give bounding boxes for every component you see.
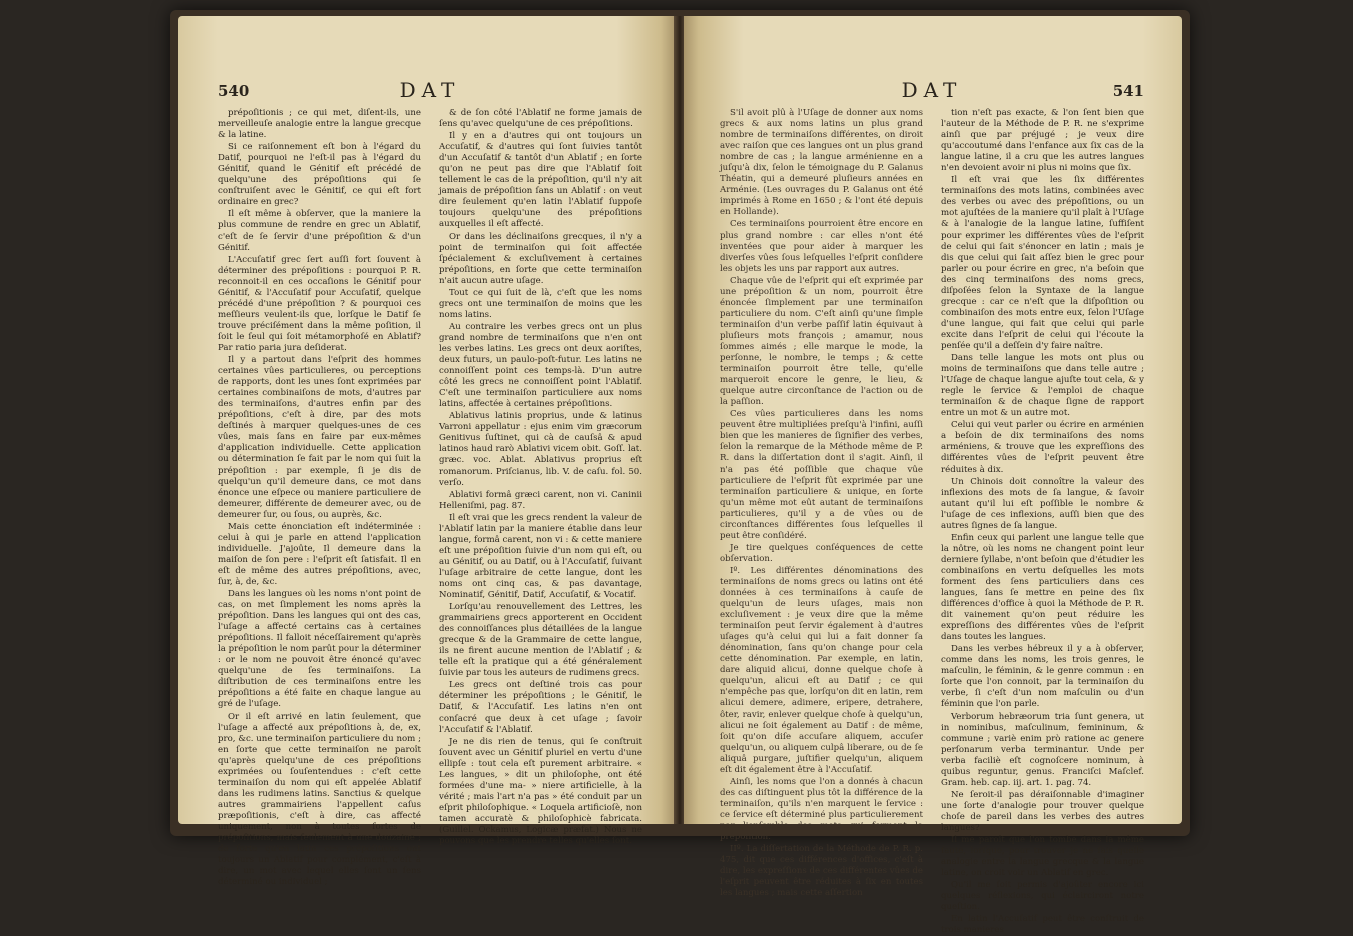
paragraph: Il y a partout dans l'eſprit des hommes certaines vûes particulieres, ou perceptions de rapports, dont les unes ſont exprimées par certaines combinaiſons de mots, d'autres par des terminaiſons, d'autres enfin par des prépoſitions, c'eſt à dire, par des mots deſtinés à marquer quelques-unes de ces vûes, mais ſans en faire par eux-mêmes d'application individuelle. Cette application ou détermination ſe fait par le nom qui ſuit la prépoſition : par exemple, ſi je dis de quelqu'un qu'il demeure dans, ce mot dans énonce une eſpece ou maniere particuliere de demeurer, différente de demeurer avec, ou de demeurer ſur, ou ſous, ou auprès, &c. xyxy=(218,355,421,520)
paragraph: Mais cette énonciation eſt indéterminée : celui à qui je parle en attend l'application individuelle. J'ajoûte, Il demeure dans la maiſon de ſon pere : l'eſprit eſt ſatisfait. Il en eſt de même des autres prépoſitions, avec, ſur, à, de, &c. xyxy=(218,521,421,587)
paragraph: Ces vûes particulieres dans les noms peuvent être multipliées preſqu'à l'infini, auſſi bien que les manieres de ſignifier des verbes, ſelon la remarque de la Méthode même de P. R. dans la diſſertation dont il s'agit. Ainſi, il n'a pas été poſſible que chaque vûe particuliere de l'eſprit fût exprimée par une terminaiſon particuliere & unique, en ſorte qu'un même mot eût autant de terminaiſons particulieres, qu'il y a de vûes ou de circonſtances différentes ſous leſquelles il peut être conſidéré. xyxy=(720,409,923,541)
right-page-text xyxy=(720,108,1144,936)
paragraph: Lorſqu'au renouvellement des Lettres, les grammairiens grecs apporterent en Occident des connoiſſances plus détaillées de la langue grecque & de la Grammaire de cette langue, ils ne firent aucune mention de l'Ablatif ; & telle eſt la pratique qui a été généralement ſuivie par tous les auteurs de rudimens grecs. xyxy=(439,602,642,679)
paragraph: tion n'eſt pas exacte, & l'on ſent bien que l'auteur de la Méthode de P. R. ne s'exprime ainſi que par préjugé ; je veux dire qu'accoutumé dans l'enfance aux ſix cas de la langue latine, il a cru que les autres langues n'en devoient avoir ni plus ni moins que ſix. xyxy=(941,108,1144,174)
paragraph: Ne ſeroit-il pas déraiſonnable d'imaginer une ſorte d'analogie pour trouver quelque choſe de pareil dans les verbes des autres langues? xyxy=(941,789,1144,833)
paragraph: Verborum hebræorum tria ſunt genera, ut in nominibus, maſculinum, femininum, & commune ; variè enim prò ratione ac genere perſonarum verba terminantur. Unde per verba faciliè eſt cognoſcere nominum, à quibus reguntur, genus. Franciſci Maſclef. Gram. heb. cap. iij. art. 1. pag. 74. xyxy=(941,711,1144,788)
running-head: DAT xyxy=(901,78,963,102)
right-page-header xyxy=(720,78,1144,108)
paragraph: En latin l'Accuſatif peut être conſtruit de trois manieres xyxy=(941,914,1144,936)
paragraph: Ainſi, les noms que l'on a donnés à chacun des cas diſtinguent plus tôt la différence de la terminaiſon, qu'ils n'en marquent le ſervice : ce ſervice eſt déterminé plus particulierement par l'enſemble des mots qui forment la prépoſition. xyxy=(720,776,923,843)
text-column-right xyxy=(439,108,642,847)
paragraph: S'il avoit plû à l'Uſage de donner aux noms grecs & aux noms latins un plus grand nombre de terminaiſons différentes, on diroit avec raiſon que ces langues ont un plus grand nombre de cas ; la langue arménienne en a juſqu'à dix, ſelon le témoignage du P. Galanus Théatin, qui a demeuré pluſieurs années en Arménie. (Les ouvrages du P. Galanus ont été imprimés à Rome en 1650 ; & l'ont été depuis en Hollande). xyxy=(720,108,923,218)
paragraph: Un Chinois doit connoître la valeur des inflexions des mots de ſa langue, & ſavoir autant qu'il lui eſt poſſible le nombre & l'uſage de ces inflexions, auſſi bien que des autres ſignes de ſa langue. xyxy=(941,476,1144,531)
page-number: 540 xyxy=(218,82,250,100)
paragraph: Qu'il me ſoit permis d'ajoûter encore ici quelques réflexions, qui éclairciront notre queſtion. xyxy=(941,880,1144,913)
paragraph: Tout ce qui ſuit de là, c'eſt que les noms grecs ont une terminaiſon de moins que les noms latins. xyxy=(439,287,642,320)
right-page xyxy=(684,16,1182,936)
text-column-left xyxy=(720,108,923,899)
paragraph: Ces terminaiſons pourroient être encore en plus grand nombre : car elles n'ont été inventées que pour aider à marquer les diverſes vûes ſous leſquelles l'eſprit conſidere les objets les uns par rapport aux autres. xyxy=(720,219,923,274)
paragraph: Or dans les déclinaiſons grecques, il n'y a point de terminaiſon qui ſoit affectée ſpécialement & excluſivement à certaines prépoſitions, en ſorte que cette terminaiſon n'ait aucun autre uſage. xyxy=(439,231,642,286)
paragraph: Il me paroît que l'on tombe dans la même faute, lorſque, pour trouver je ne ſais quelle analogie entre la langue grecque & la langue latine, on croit voir un Ablatif en grec. xyxy=(941,835,1144,879)
text-column-right xyxy=(941,108,1144,936)
paragraph: Il eſt vrai que les ſix différentes terminaiſons des mots latins, combinées avec des verbes ou avec des prépoſitions, ou un mot ajuſtées de la maniere qu'il plaît à l'Uſage & à l'analogie de la langue latine, ſuffiſent pour exprimer les différentes vûes de l'eſprit de celui qui ſait s'énoncer en latin ; mais je dis que celui qui ſait aſſez bien le grec pour parler ou pour écrire en grec, n'a beſoin que des cinq terminaiſons des noms grecs, diſpoſées ſelon la Syntaxe de la langue grecque : car ce n'eſt que la diſpoſition ou combinaiſon des mots entre eux, ſelon l'Uſage d'une langue, qui fait que celui qui parle excite dans l'eſprit de celui qui l'écoute la penſée qu'il a deſſein d'y faire naître. xyxy=(941,175,1144,351)
paragraph: Si ce raiſonnement eſt bon à l'égard du Datif, pourquoi ne l'eſt-il pas à l'égard du Génitif, quand le Génitif eſt précédé de quelqu'une des prépoſitions qui ſe conſtruiſent avec le Génitif, ce qui eſt fort ordinaire en grec? xyxy=(218,142,421,208)
paragraph: Il eſt vrai que les grecs rendent la valeur de l'Ablatif latin par la maniere établie dans leur langue, formâ carent, non vi : & cette maniere eſt une prépoſition ſuivie d'un nom qui eſt, ou au Génitif, ou au Datif, ou à l'Accuſatif, ſuivant l'uſage arbitraire de cette langue, dont les noms ont cinq cas, & pas davantage, Nominatif, Génitif, Datif, Accuſatif, & Vocatif. xyxy=(439,512,642,601)
paragraph: & de ſon côté l'Ablatif ne forme jamais de ſens qu'avec quelqu'une de ces prépoſitions. xyxy=(439,108,642,130)
paragraph: Ablativus latinis proprius, unde & latinus Varroni appellatur : ejus enim vim græcorum Genitivus ſuſtinet, qui cà de cauſsâ & apud latinos haud rarò Ablativi vicem obit. Goſſ. lat. græc. voc. Ablat. Ablativus proprius eſt romanorum. Priſcianus, lib. V. de caſu. fol. 50. verſo. xyxy=(439,411,642,488)
running-head: DAT xyxy=(399,78,461,102)
left-page-text xyxy=(218,108,642,888)
paragraph: Je tire quelques conſéquences de cette obſervation. xyxy=(720,542,923,564)
text-column-left xyxy=(218,108,421,888)
open-book xyxy=(170,10,1190,936)
paragraph: Celui qui veut parler ou écrire en arménien a beſoin de dix terminaiſons des noms arméniens, & trouve que les expreſſions des différentes vûes de l'eſprit peuvent être réduites à dix. xyxy=(941,420,1144,475)
paragraph: Iº. Les différentes dénominations des terminaiſons de noms grecs ou latins ont été données à ces terminaiſons à cauſe de quelqu'un de leurs uſages, mais non excluſivement : je veux dire que la même terminaiſon peut ſervir également à d'autres uſages qu'à celui qui lui a fait donner ſa dénomination, ſans qu'on change pour cela cette dénomination. Par exemple, en latin, dare aliquid alicui, donne quelque choſe à quelqu'un, alicui eſt au Datif ; ce qui n'empêche pas que, lorſqu'on dit en latin, rem alicui demere, adimere, eripere, detrahere, ôter, ravir, enlever quelque choſe à quelqu'un, alicui ne ſoit également au Datif : de même, ſoit qu'on diſe accuſare aliquem, accuſer quelqu'un, ou aliquem culpâ liberare, ou de ſe aliquâ purgare, juſtifier quelqu'un, aliquem eſt dit également être à l'Accuſatif. xyxy=(720,565,923,775)
left-page-header xyxy=(218,78,642,108)
paragraph: IIº. La diſſertation de la Méthode de P. R. p. 475, dit que ces différences d'offices, c'eſt à dire, les expreſſions de ces différentes vûes de l'eſprit peuvent être réduites à ſix en toutes les langues ; mais cette aſſertion xyxy=(720,844,923,899)
paragraph: Au contraire les verbes grecs ont un plus grand nombre de terminaiſons que n'en ont les verbes latins. Les grecs ont deux aoriſtes, deux futurs, un paulo-poſt-futur. Les latins ne connoiſſent point ces temps-là. D'un autre côté les grecs ne connoiſſent point l'Ablatif. C'eſt une terminaiſon particuliere aux noms latins, affectée à certaines prépoſitions. xyxy=(439,321,642,410)
paragraph: Or il eſt arrivé en latin ſeulement, que l'uſage a affecté aux prépoſitions à, de, ex, pro, &c. une terminaiſon particuliere du nom ; en ſorte que cette terminaiſon ne paroît qu'après quelqu'une de ces prépoſitions exprimées ou ſouſentendues : c'eſt cette terminaiſon du nom qui eſt appelée Ablatif dans les rudimens latins. Sanctius & quelque autres grammairiens l'appellent caſus præpoſitionis, c'eſt à dire, cas affecté uniquement, non à toutes ſortes de prépoſitions, mais ſeulement à une douzaine ; de ſorte qu'en latin ces prépoſitions ont toujours un Ablatif pour complément, c'eſt à dire, un mot avec lequel elles ſont un ſens déterminé ou individuel ; xyxy=(218,711,421,888)
paragraph: Il eſt même à obſerver, que la maniere la plus commune de rendre en grec un Ablatif, c'eſt de ſe ſervir d'une prépoſition & d'un Génitif. xyxy=(218,209,421,253)
left-page xyxy=(178,16,676,888)
paragraph: Je ne dis rien de tenus, qui ſe conſtruit ſouvent avec un Génitif pluriel en vertu d'une ellipſe : tout cela eſt purement arbitraire. « Les langues, » dit un philoſophe, ont été formées d'une ma- » niere artificielle, à la vérité ; mais l'art n'a pas » été conduit par un eſprit philoſophique. « Loquela artificioſè, non tamen accuratè & philoſophicè fabricata. (Guillel. Ockamus, Logicæ præfat.) Nous ne pouvons que les prendre telles qu'elles ſont. xyxy=(439,736,642,847)
paragraph: Dans telle langue les mots ont plus ou moins de terminaiſons que dans telle autre ; l'Uſage de chaque langue ajuſte tout cela, & y regle le ſervice & l'emploi de chaque terminaiſon & de chaque ſigne de rapport entre un mot & un autre mot. xyxy=(941,353,1144,419)
paragraph: Enfin ceux qui parlent une langue telle que la nôtre, où les noms ne changent point leur derniere ſyllabe, n'ont beſoin que d'étudier les combinaiſons en vertu deſquelles les mots forment des ſens particuliers dans ces langues, ſans ſe mettre en peine des ſix différences d'office à quoi la Méthode de P. R. dit vainement qu'on peut réduire les expreſſions des différentes vûes de l'eſprit dans toutes les langues. xyxy=(941,532,1144,643)
paragraph: Ablativi formâ græci carent, non vi. Caninii Helleniſmi, pag. 87. xyxy=(439,489,642,511)
paragraph: Les grecs ont deſtiné trois cas pour déterminer les prépoſitions ; le Génitif, le Datif, & l'Accuſatif. Les latins n'en ont conſacré que deux à cet uſage ; ſavoir l'Accuſatif & l'Ablatif. xyxy=(439,680,642,735)
paragraph: Dans les verbes hébreux il y a à obſerver, comme dans les noms, les trois genres, le maſculin, le féminin, & le genre commun : en ſorte que l'on connoit, par la terminaiſon du verbe, ſi c'eſt d'un nom maſculin ou d'un féminin que l'on parle. xyxy=(941,644,1144,710)
paragraph: prépoſitionis ; ce qui met, diſent-ils, une merveilleuſe analogie entre la langue grecque & la latine. xyxy=(218,108,421,141)
paragraph: Chaque vûe de l'eſprit qui eſt exprimée par une prépoſition & un nom, pourroit être énoncée ſimplement par une terminaiſon particuliere du nom. C'eſt ainſi qu'une ſimple terminaiſon d'un verbe paſſif latin équivaut à pluſieurs mots françois ; amamur, nous ſommes aimés ; elle marque le mode, la perſonne, le nombre, le temps ; & cette terminaiſon pourroit être telle, qu'elle marqueroit encore le genre, le lieu, & quelque autre circonſtance de l'action ou de la paſſion. xyxy=(720,275,923,408)
paragraph: L'Accuſatif grec ſert auſſi fort ſouvent à déterminer des prépoſitions : pourquoi P. R. reconnoit-il en ces occaſions le Génitif pour Génitif, & l'Accuſatif pour Accuſatif, quelque précédé d'une prépoſition ? & pourquoi ces meſſieurs veulent-ils que, lorſque le Datif ſe trouve préciſément dans la même poſition, il ſoit le ſeul qui ſoit métamorphoſé en Ablatif? Par ratio paria jura deſiderat. xyxy=(218,254,421,353)
paragraph: Dans les langues où les noms n'ont point de cas, on met ſimplement les noms après la prépoſition. Dans les langues qui ont des cas, l'uſage a affecté certains cas à certaines prépoſitions. Il falloit néceſſairement qu'après la prépoſition le nom parût pour la déterminer : or le nom ne pouvoit être énoncé qu'avec quelqu'une de ſes terminaiſons. La diſtribution de ces terminaiſons entre les prépoſitions a été faite en chaque langue au gré de l'uſage. xyxy=(218,589,421,710)
paragraph: Il y en a d'autres qui ont toujours un Accuſatif, & d'autres qui ſont ſuivies tantôt d'un Accuſatif & tantôt d'un Ablatif ; en ſorte qu'on ne peut pas dire que l'Ablatif ſoit tellement le cas de la prépoſition, qu'il n'y ait jamais de prépoſition ſans un Ablatif : on veut dire ſeulement qu'en latin l'Ablatif ſuppoſe toujours quelqu'une des prépoſitions auxquelles il eſt affecté. xyxy=(439,131,642,230)
page-number: 541 xyxy=(1112,82,1144,100)
